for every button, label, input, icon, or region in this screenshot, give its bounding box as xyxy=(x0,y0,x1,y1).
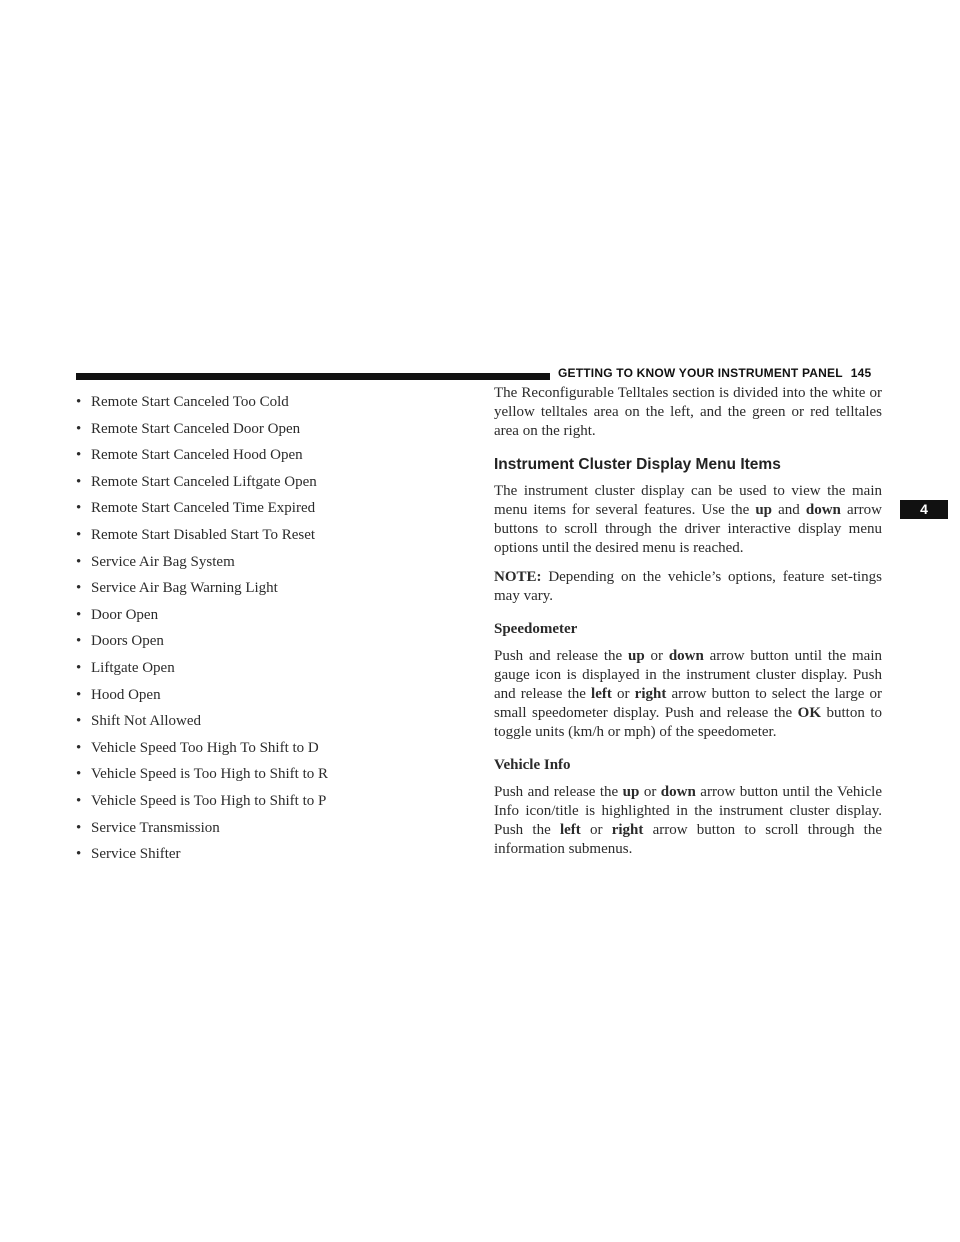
text-run: button to toggle units (km/h or mph) of the speedometer. xyxy=(494,705,882,740)
right-column xyxy=(494,384,882,869)
list-item xyxy=(76,579,456,606)
message-list xyxy=(76,393,456,872)
text-run: or xyxy=(580,822,612,838)
down-keyword: down xyxy=(668,648,704,664)
bullet-icon: • xyxy=(76,846,82,863)
list-item xyxy=(76,446,456,473)
text-run: arrow button to scroll through the information submenus. xyxy=(494,822,882,857)
list-item xyxy=(76,819,456,846)
bullet-icon: • xyxy=(76,739,82,756)
bullet-icon: • xyxy=(76,606,82,623)
text-run: arrow button until the main gauge icon is displayed in the instrument cluster display. Push and release the xyxy=(494,648,882,702)
list-item xyxy=(76,739,456,766)
ok-keyword: OK xyxy=(797,705,821,721)
list-item-text: Remote Start Canceled Too Cold xyxy=(91,394,289,410)
bullet-icon: • xyxy=(76,766,82,783)
text-run: Push and release the xyxy=(494,784,623,800)
list-item-text: Remote Start Canceled Time Expired xyxy=(91,500,316,517)
list-item-text: Remote Start Disabled Start To Reset xyxy=(91,526,316,543)
section-heading: Instrument Cluster Display Menu Items xyxy=(494,456,781,473)
bullet-icon: • xyxy=(76,553,82,570)
list-item xyxy=(76,659,456,686)
bullet-icon: • xyxy=(76,580,82,597)
left-keyword: left xyxy=(591,686,612,702)
menu-items-paragraph xyxy=(494,482,882,558)
list-item xyxy=(76,686,456,713)
list-item-text: Remote Start Canceled Door Open xyxy=(91,420,301,437)
list-item-text: Service Air Bag System xyxy=(91,553,235,570)
list-item xyxy=(76,499,456,526)
bullet-icon: • xyxy=(76,819,82,836)
list-item xyxy=(76,420,456,447)
note-text: Depending on the vehicle’s options, feature set-tings may vary. xyxy=(494,569,882,604)
right-keyword: right xyxy=(611,822,644,838)
down-keyword: down xyxy=(805,502,841,518)
list-item-text: Remote Start Canceled Liftgate Open xyxy=(91,473,317,490)
text-run: Push and release the xyxy=(494,648,629,664)
list-item xyxy=(76,712,456,739)
bullet-icon: • xyxy=(76,394,82,410)
header-rule xyxy=(76,373,550,380)
list-item xyxy=(76,553,456,580)
right-keyword: right xyxy=(634,686,667,702)
list-item-text: Door Open xyxy=(91,606,159,623)
list-item xyxy=(76,845,456,872)
list-item-text: Vehicle Speed is Too High to Shift to P xyxy=(91,792,327,809)
list-item xyxy=(76,526,456,553)
bullet-icon: • xyxy=(76,713,82,730)
list-item-text: Service Transmission xyxy=(91,819,220,836)
bullet-icon: • xyxy=(76,526,82,543)
left-column xyxy=(76,393,456,872)
bullet-icon: • xyxy=(76,447,82,464)
text-run: or xyxy=(644,648,669,664)
text-run: arrow buttons to scroll through the driver interactive display menu options until the desired menu is reached. xyxy=(494,502,882,556)
list-item-text: Service Shifter xyxy=(91,846,181,863)
telltales-paragraph: The Reconfigurable Telltales section is divided into the white or yellow telltales area on the left, and the green or red telltales area on the right. xyxy=(494,385,882,439)
note-paragraph xyxy=(494,568,882,606)
running-header xyxy=(558,366,884,380)
note-label: NOTE: xyxy=(494,569,542,585)
bullet-icon: • xyxy=(76,659,82,676)
list-item-text: Remote Start Canceled Hood Open xyxy=(91,447,303,464)
chapter-tab: 4 xyxy=(900,500,948,519)
text-run: arrow button to select the large or small speedometer display. Push and release the xyxy=(494,686,883,721)
down-keyword: down xyxy=(660,784,696,800)
list-item-text: Liftgate Open xyxy=(91,659,175,676)
page-number: 145 xyxy=(850,366,872,380)
bullet-icon: • xyxy=(76,633,82,650)
up-keyword: up xyxy=(755,502,773,518)
list-item xyxy=(76,606,456,633)
text-run: The instrument cluster display can be used to view the main menu items for several features. Use the xyxy=(494,483,882,518)
vehicle-info-heading: Vehicle Info xyxy=(494,757,571,773)
bullet-icon: • xyxy=(76,686,82,703)
bullet-icon: • xyxy=(76,792,82,809)
list-item xyxy=(76,792,456,819)
header-title: GETTING TO KNOW YOUR INSTRUMENT PANEL xyxy=(558,366,843,380)
list-item-text: Shift Not Allowed xyxy=(91,713,202,730)
text-run: or xyxy=(611,686,635,702)
bullet-icon: • xyxy=(76,500,82,517)
left-keyword: left xyxy=(559,822,581,838)
text-run: arrow button until the Vehicle Info icon/title is highlighted in the instrument cluster display. Push the xyxy=(494,784,883,838)
list-item xyxy=(76,473,456,500)
list-item-text: Vehicle Speed Too High To Shift to D xyxy=(91,739,319,756)
text-run: and xyxy=(772,502,806,518)
text-run: or xyxy=(639,784,661,800)
list-item-text: Hood Open xyxy=(91,686,161,703)
list-item xyxy=(76,393,456,420)
list-item-text: Service Air Bag Warning Light xyxy=(91,580,278,597)
speedometer-heading: Speedometer xyxy=(494,621,578,637)
up-keyword: up xyxy=(622,784,640,800)
list-item xyxy=(76,632,456,659)
up-keyword: up xyxy=(628,648,645,664)
list-item-text: Doors Open xyxy=(91,633,164,650)
speedometer-paragraph xyxy=(494,647,882,742)
bullet-icon: • xyxy=(76,473,82,490)
bullet-icon: • xyxy=(76,420,82,437)
list-item xyxy=(76,765,456,792)
vehicle-info-paragraph xyxy=(494,783,882,859)
list-item-text: Vehicle Speed is Too High to Shift to R xyxy=(91,766,328,783)
